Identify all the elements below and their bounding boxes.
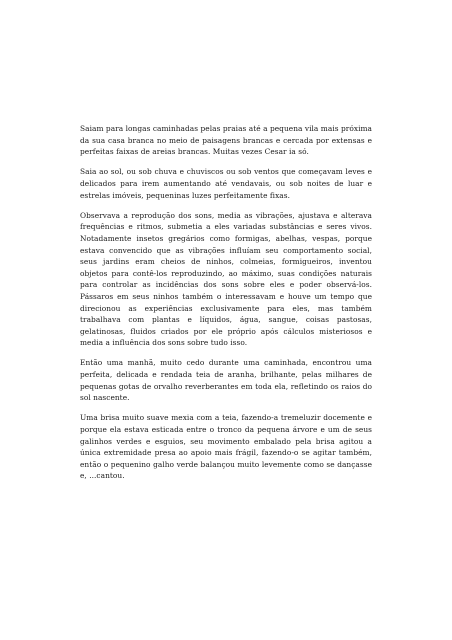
paragraph-3: Observava a reprodução dos sons, media as vibrações, ajustava e alterava frequências e ritmos, submetia a eles variadas substâncias e seres vivos. Notadamente insetos gregários como formigas, abelhas, vespas, porque estava convencido que as vibrações influíam seu comportamento social, seus jardins eram cheios de ninhos, colmeias, formigueiros, inventou objetos para contê-los reproduzindo, ao máximo, suas condições naturais para controlar as incidências dos sons sobre eles e poder observá-los. Pássaros em seus ninhos também o interessavam e houve um tempo que direcionou as experiências exclusivamente para eles, mas também trabalhava com plantas e líquidos, água, sangue, coisas pastosas, gelatinosas, fluidos criados por ele próprio após cálculos misteriosos e media a influência dos sons sobre tudo isso. <box>80 210 372 348</box>
paragraph-2: Saia ao sol, ou sob chuva e chuviscos ou sob ventos que começavam leves e delicados para irem aumentando até vendavais, ou sob noites de luar e estrelas imóveis, pequeninas luzes perfeitamente fixas. <box>80 167 372 200</box>
paragraph-4: Então uma manhã, muito cedo durante uma caminhada, encontrou uma perfeita, delicada e rendada teia de aranha, brilhante, pelas milhares de pequenas gotas de orvalho reverberantes em toda ela, refletindo os raios do sol nascente. <box>80 358 372 403</box>
paragraph-5: Uma brisa muito suave mexia com a teia, fazendo-a tremeluzir docemente e porque ela estava esticada entre o tronco da pequena árvore e um de seus galinhos verdes e esguios, seu movimento embalado pela brisa agitou a única extremidade presa ao apoio mais frágil, fazendo-o se agitar também, então o pequenino galho verde balançou muito levemente como se dançasse e, ...cantou. <box>80 413 372 481</box>
paragraph-1: Saiam para longas caminhadas pelas praias até a pequena vila mais próxima da sua casa branca no meio de paisagens brancas e cercada por extensas e perfeitas faixas de areias brancas. Muitas vezes Cesar ia só. <box>80 124 372 157</box>
body-text <box>80 123 372 491</box>
